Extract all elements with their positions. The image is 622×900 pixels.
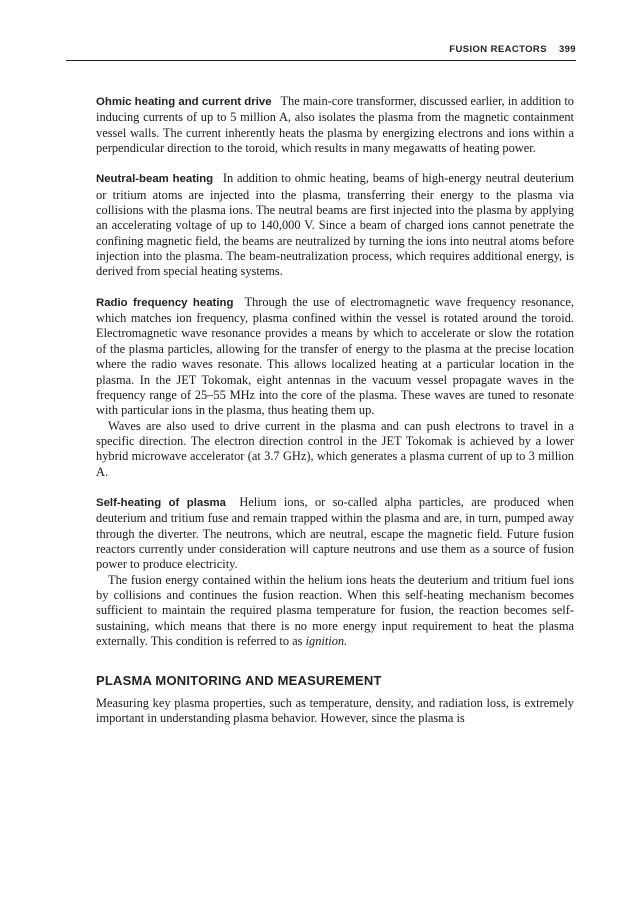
runin-heading: Radio frequency heating [96,296,234,309]
runin-heading: Ohmic heating and current drive [96,96,272,108]
paragraph-text: The fusion energy contained within the helium ions heats the deuterium and tritium fuel ions by collisions and continues the fusion reaction. When this self-heating mechanism becomes sufficient to maintain the required plasma temperature for fusion, the reaction becomes self-sustaining, which means that there is no more energy input requirement to heat the plasma externally. This condition is referred to as [96,572,574,648]
runin-heading: Neutral-beam heating [96,173,214,186]
section-ohmic-heating [96,94,574,156]
section-plasma-monitoring [96,696,574,727]
section-self-heating [96,495,574,649]
italic-term: ignition. [305,634,348,648]
paragraph: Waves are also used to drive current in the plasma and can push electrons to travel in a specific direction. The electron direction control in the JET Tokomak is achieved by a lower hybrid microwave accelerator (at 3.7 GHz), which generates a plasma current of up to 3 million A. [96,418,574,479]
paragraph [96,495,574,573]
section-radio-frequency-heating [96,295,574,480]
paragraph [96,94,574,156]
paragraph [96,295,574,419]
paragraph-text: Helium ions, or so-called alpha particles, are produced when deuterium and tritium fuse and remain trapped within the plasma and are, in turn, pumped away through the diverter. The neutrons, which are neutral, escape the magnetic field. Future fusion reactors currently under consideration will capture neutrons and use them as a source of fusion power to produce electricity. [96,494,574,572]
paragraph-text: In addition to ohmic heating, beams of high-energy neutral deuterium or tritium atoms are injected into the plasma, transferring their energy to the plasma via collisions with the plasma ions. The neutral beams are first injected into the plasma by applying an accelerating voltage of up to 140,000 V. Since a beam of charged ions cannot penetrate the confining magnetic field, the beams are neutralized by turning the ions into neutral atoms before injection into the plasma. The beam-neutralization process, which requires additional energy, is derived from special heating systems. [96,171,574,279]
running-header-title: FUSION REACTORS [449,44,547,55]
paragraph [96,573,574,650]
paragraph [96,171,574,279]
section-neutral-beam-heating [96,171,574,279]
paragraph-text: The main-core transformer, discussed earlier, in addition to inducing currents of up to 5 million A, also isolates the plasma from the magnetic containment vessel walls. The current inherently heats the plasma by energizing electrons and ions within a perpendicular direction to the toroid, which results in many megawatts of heating power. [96,94,575,156]
paragraph: Measuring key plasma properties, such as temperature, density, and radiation loss, is extremely important in understanding plasma behavior. However, since the plasma is [96,695,574,726]
runin-heading: Self-heating of plasma [96,496,227,509]
paragraph-text: Through the use of electromagnetic wave frequency resonance, which matches ion frequency, plasma confined within the vessel is rotated around the toroid. Electromagnetic wave resonance provides a means by which to accelerate or slow the rotation of the plasma particles, allowing for the transfer of energy to the plasma at the precise location where the radio waves resonate. This allows localized heating at a particular location in the plasma. In the JET Tokomak, eight antennas in the vacuum vessel propagate waves in the frequency range of 25–55 MHz into the core of the plasma. These waves are tuned to resonate with particular ions in the plasma, thus heating them up. [96,294,574,418]
section-heading: PLASMA MONITORING AND MEASUREMENT [96,673,382,689]
running-header [66,44,576,61]
body-text [96,94,574,741]
page-number: 399 [558,44,576,55]
